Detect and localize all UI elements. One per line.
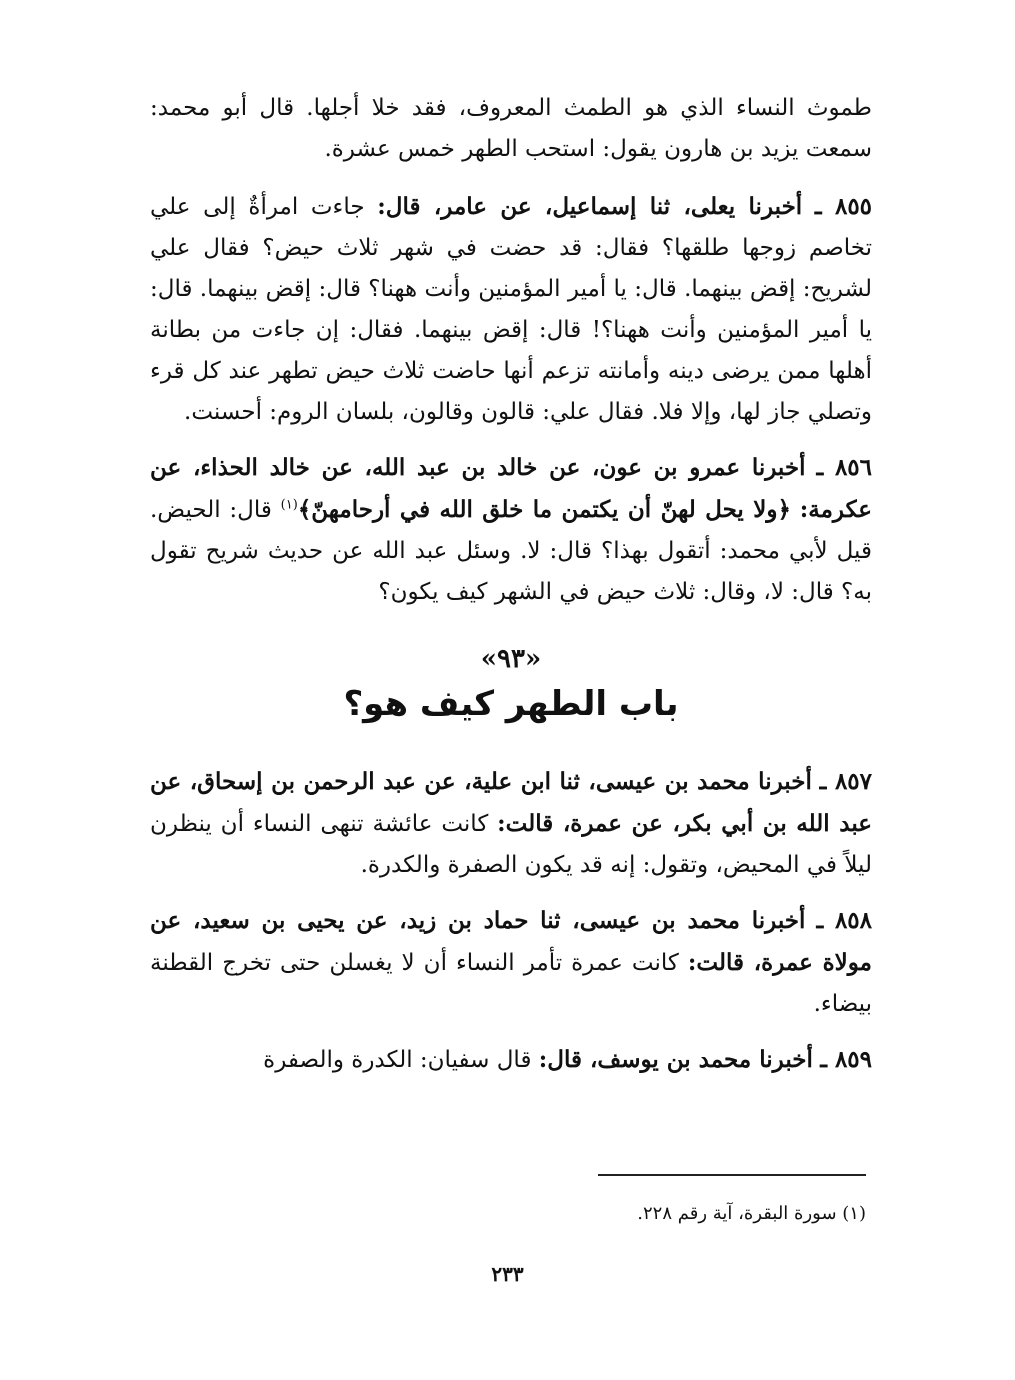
footnote-divider [598, 1174, 866, 1176]
footnote: (١) سورة البقرة، آية رقم ٢٢٨. [637, 1203, 866, 1224]
hadith-number: ٨٥٨ ـ [816, 907, 873, 934]
hadith-number: ٨٥٧ ـ [819, 768, 872, 795]
hadith-text: كانت عمرة تأمر النساء أن لا يغسلن حتى تخرج القطنة بيضاء. [150, 950, 872, 1017]
hadith-855 [150, 186, 872, 433]
hadith-856 [150, 447, 872, 613]
hadith-isnad: أخبرنا محمد بن عيسى، ثنا حماد بن زيد، عن يحيى بن سعيد، عن مولاة عمرة، قالت: [150, 907, 872, 976]
hadith-858 [150, 900, 872, 1025]
hadith-number: ٨٥٦ ـ [816, 454, 872, 481]
hadith-text: قال: الحيض. قيل لأبي محمد: أتقول بهذا؟ قال: لا. وسئل عبد الله عن حديث شريح تقول به؟ قال: لا، وقال: ثلاث حيض في الشهر كيف يكون؟ [150, 497, 872, 605]
hadith-isnad: أخبرنا يعلى، ثنا إسماعيل، عن عامر، قال: [377, 193, 803, 220]
page-body [150, 88, 872, 1095]
chapter-number: «٩٣» [480, 644, 542, 674]
hadith-text: كانت عائشة تنهى النساء أن ينظرن ليلاً في المحيض، وتقول: إنه قد يكون الصفرة والكدرة. [150, 811, 872, 878]
hadith-859 [150, 1039, 872, 1081]
hadith-number: ٨٥٥ ـ [814, 193, 873, 220]
paragraph-continuation [150, 88, 872, 170]
page-number: ٢٣٣ [491, 1262, 524, 1286]
hadith-number: ٨٥٩ ـ [820, 1046, 872, 1073]
hadith-isnad: أخبرنا عمرو بن عون، عن خالد بن عبد الله، عن خالد الحذاء، عن عكرمة: [150, 454, 873, 523]
hadith-text: جاءت امرأةٌ إلى علي تخاصم زوجها طلقها؟ فقال: قد حضت في شهر ثلاث حيض؟ فقال علي لشريح: إقض بينهما. قال: يا أمير المؤمنين وأنت ههنا؟ قال: إقض بينهما. قال: يا أمير المؤمنين وأنت ههنا؟! قال: إقض بينهما. فقال: إن جاءت من بطانة أهلها ممن يرضى دينه وأمانته تزعم أنها حاضت ثلاث حيض تطهر عند كل قرء وتصلي جاز لها، وإلا فلا. فقال علي: قالون وقالون، بلسان الروم: أحسنت. [150, 194, 872, 425]
chapter-title: باب الطهر كيف هو؟ [343, 684, 679, 724]
hadith-857 [150, 761, 872, 886]
hadith-isnad: أخبرنا محمد بن يوسف، قال: [538, 1046, 813, 1073]
footnote-reference: (١) [280, 497, 298, 513]
quran-quote: ﴿ولا يحل لهنّ أن يكتمن ما خلق الله في أرحامهنّ﴾ [297, 496, 791, 523]
hadith-isnad: أخبرنا محمد بن عيسى، ثنا ابن علية، عن عبد الرحمن بن إسحاق، عن عبد الله بن أبي بكر، عن عمرة، قالت: [150, 768, 872, 837]
paragraph-text: طموث النساء الذي هو الطمث المعروف، فقد خلا أجلها. قال أبو محمد: سمعت يزيد بن هارون يقول: استحب الطهر خمس عشرة. [150, 95, 872, 162]
hadith-text: قال سفيان: الكدرة والصفرة [263, 1047, 532, 1073]
